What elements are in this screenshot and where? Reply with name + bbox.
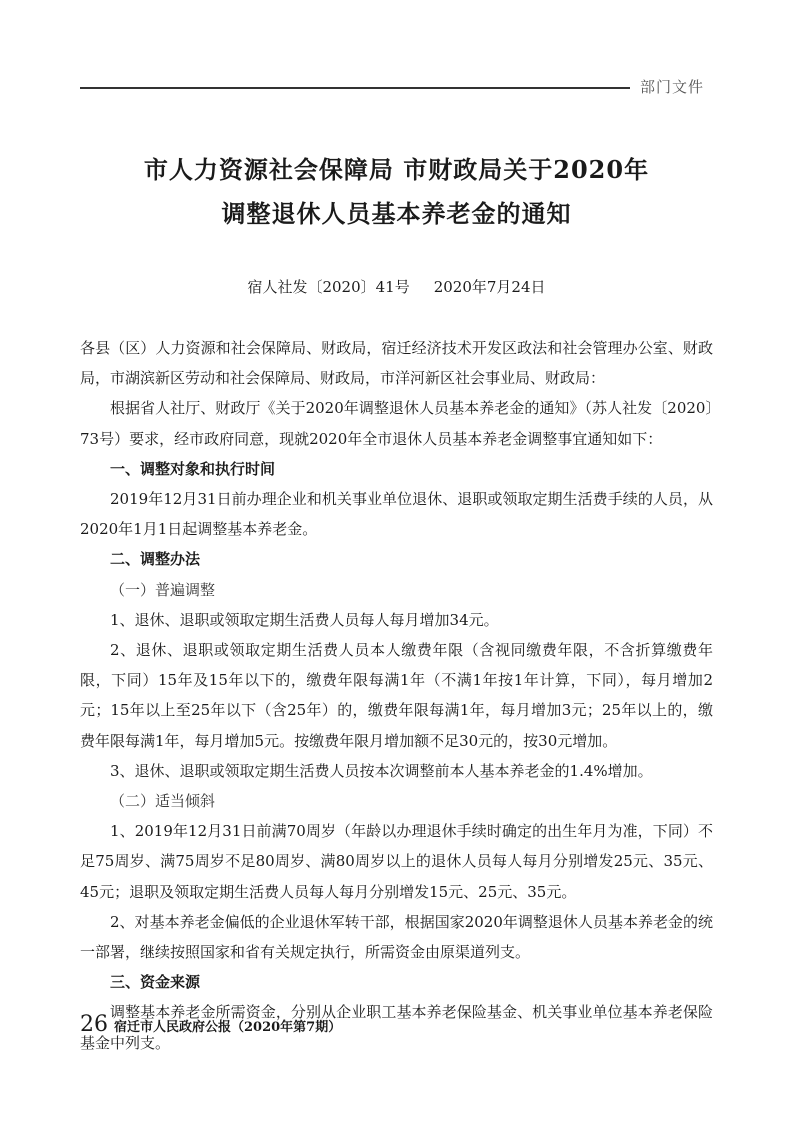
page-number: 26 [80,1012,108,1037]
section-2-item-1: 1、退休、退职或领取定期生活费人员每人每月增加34元。 [110,610,499,629]
header-rule [80,87,630,89]
recipients: 各县（区）人力资源和社会保障局、财政局，宿迁经济技术开发区政法和社会管理办公室、财政局，市湖滨新区劳动和社会保障局、财政局，市洋河新区社会事业局、财政局： [80,339,713,388]
subsection-heading-1: （一）普遍调整 [110,580,216,599]
section-1-text: 2019年12月31日前办理企业和机关事业单位退休、退职或领取定期生活费手续的人员，从2020年1月1日起调整基本养老金。 [80,490,713,539]
section-heading-3: 三、资金来源 [110,973,201,992]
title-line-2: 调整退休人员基本养老金的通知 [221,199,572,228]
publication-name: 宿迁市人民政府公报（2020年第7期） [114,1020,342,1035]
section-2-item-5: 2、对基本养老金偏低的企业退休军转干部，根据国家2020年调整退休人员基本养老金的统一部署，继续按照国家和省有关规定执行，所需资金由原渠道列支。 [80,912,713,962]
document-number-line [80,276,713,297]
section-2-item-2: 2、退休、退职或领取定期生活费人员本人缴费年限（含视同缴费年限，不含折算缴费年限，下同）15年及15年以下的，缴费年限每满1年（不满1年按1年计算，下同），每月增加2元；15年以上至25年以下（含25年）的，缴费年限每满1年，每月增加3元；25年以上的，缴费年限每满1年，每月增加5元。按缴费年限月增加额不足30元的，按30元增加。 [80,641,713,750]
subsection-heading-2: （二）适当倾斜 [110,792,216,811]
document-date: 2020年7月24日 [433,278,546,296]
document-number: 宿人社发〔2020〕41号 [247,278,410,296]
section-heading-1: 一、调整对象和执行时间 [110,459,276,478]
intro-paragraph: 根据省人社厅、财政厅《关于2020年调整退休人员基本养老金的通知》（苏人社发〔2020〕73号）要求，经市政府同意，现就2020年全市退休人员基本养老金调整事宜通知如下： [80,399,713,448]
page-footer [80,1012,341,1037]
document-title [80,148,713,236]
title-line-1: 市人力资源社会保障局 市财政局关于2020年 [143,155,650,184]
section-2-item-3: 3、退休、退职或领取定期生活费人员按本次调整前本人基本养老金的1.4%增加。 [110,761,653,780]
section-2-item-4: 1、2019年12月31日前满70周岁（年龄以办理退休手续时确定的出生年月为准，下同）不足75周岁、满75周岁不足80周岁、满80周岁以上的退休人员每人每月分别增发25元、35元、45元；退职及领取定期生活费人员每人每月分别增发15元、25元、35元。 [80,822,713,901]
section-3-text: 调整基本养老金所需资金，分别从企业职工基本养老保险基金、机关事业单位基本养老保险基金中列支。 [80,1003,713,1052]
section-heading-2: 二、调整办法 [110,550,201,569]
section-label: 部门文件 [640,78,705,96]
document-body [80,333,713,1058]
